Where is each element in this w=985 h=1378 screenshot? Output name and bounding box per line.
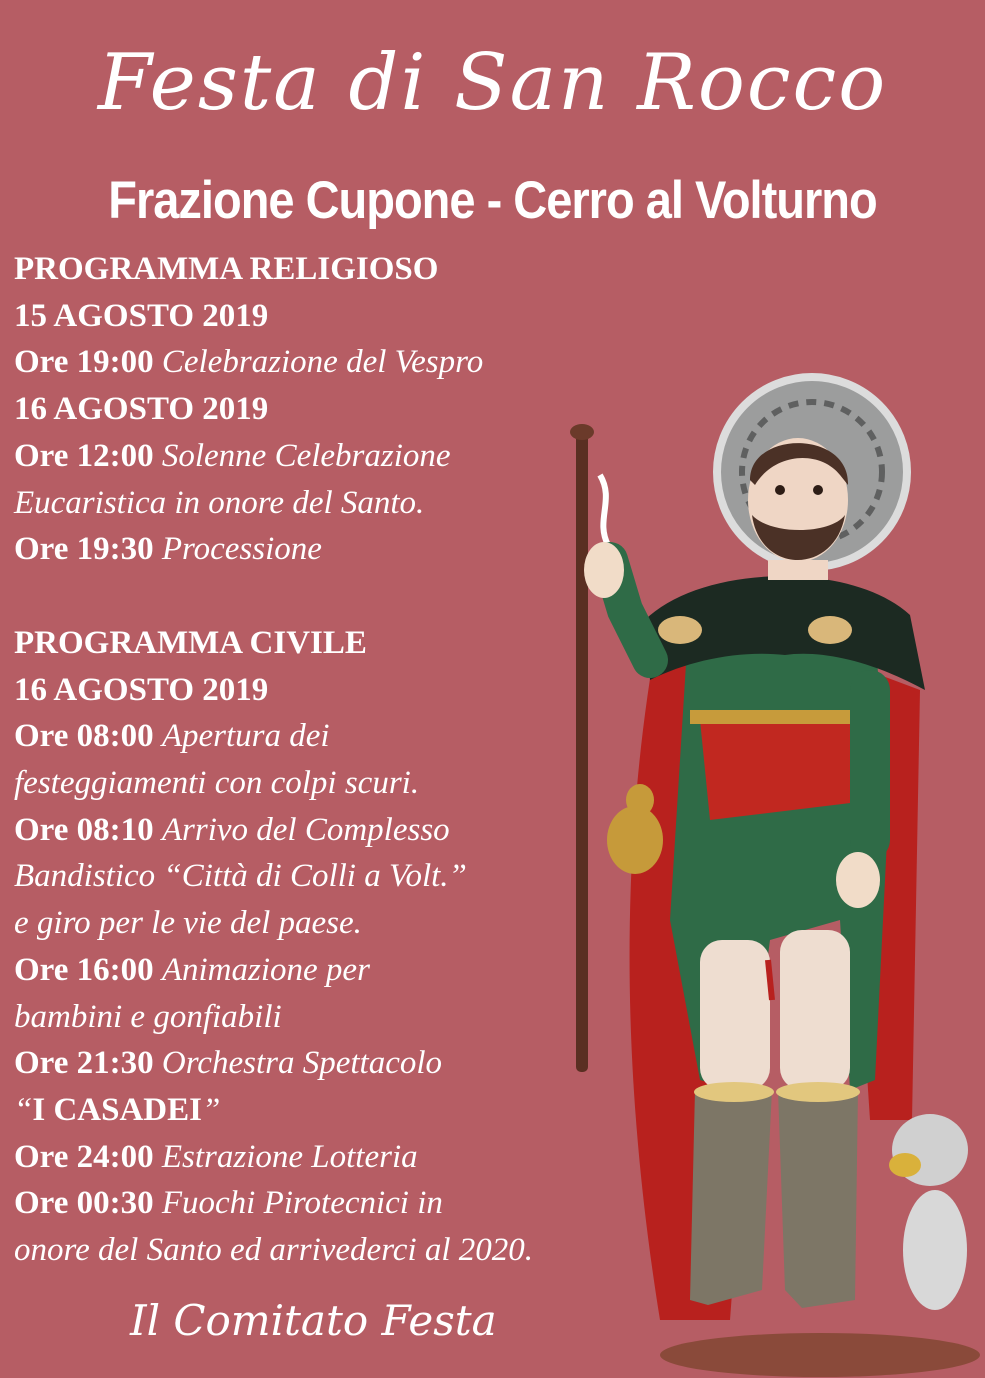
poster-subtitle: Frazione Cupone - Cerro al Volturno	[108, 169, 877, 230]
event-time: Ore 12:00	[14, 437, 154, 474]
event-text: Arrivo del Complesso	[161, 811, 450, 848]
right-leg	[780, 930, 850, 1090]
right-boot	[778, 1090, 858, 1308]
event-text-cont: onore del Santo ed arrivederci al 2020.	[14, 1232, 534, 1269]
lower-hand	[836, 852, 880, 908]
committee-signature: Il Comitato Festa	[130, 1296, 497, 1345]
event-text-cont: Bandistico “Città di Colli a Volt.”	[14, 858, 467, 895]
left-boot	[690, 1090, 772, 1305]
pilgrim-staff	[576, 432, 588, 1072]
event-time: Ore 08:00	[14, 718, 154, 755]
left-leg	[700, 940, 770, 1090]
orchestra-name: I CASADEI	[32, 1091, 202, 1128]
event-text-cont: e giro per le vie del paese.	[14, 905, 362, 942]
event-text: Processione	[161, 531, 322, 568]
event-text: Fuochi Pirotecnici in	[161, 1185, 443, 1222]
event-time: Ore 19:30	[14, 531, 154, 568]
event-text-cont: festeggiamenti con colpi scuri.	[14, 765, 420, 802]
event-text: Apertura dei	[161, 718, 330, 755]
raised-hand	[584, 542, 624, 598]
religious-heading: PROGRAMMA RELIGIOSO	[14, 251, 439, 287]
quote-close: ”	[201, 1091, 221, 1128]
event-text: Orchestra Spettacolo	[161, 1045, 443, 1082]
event-time: Ore 08:10	[14, 811, 154, 848]
religious-date-15: 15 AGOSTO 2019	[14, 297, 269, 334]
event-text: Animazione per	[161, 951, 370, 988]
event-time: Ore 21:30	[14, 1045, 154, 1082]
event-time: Ore 24:00	[14, 1138, 154, 1175]
civil-date: 16 AGOSTO 2019	[14, 671, 269, 708]
event-text: Celebrazione del Vespro	[161, 344, 484, 381]
event-time: Ore 00:30	[14, 1185, 154, 1222]
event-text-cont: bambini e gonfiabili	[14, 998, 282, 1035]
statue-base	[660, 1333, 980, 1377]
religious-date-16: 16 AGOSTO 2019	[14, 391, 269, 428]
saint-statue-image	[540, 360, 985, 1378]
civil-heading: PROGRAMMA CIVILE	[14, 624, 367, 661]
poster-title: Festa di San Rocco	[97, 38, 888, 128]
quote-open: “	[14, 1091, 33, 1128]
event-time: Ore 19:00	[14, 344, 154, 381]
event-text: Solenne Celebrazione	[161, 437, 451, 474]
event-text-cont: Eucaristica in onore del Santo.	[14, 484, 425, 521]
event-text: Estrazione Lotteria	[161, 1138, 418, 1175]
event-time: Ore 16:00	[14, 951, 154, 988]
dog	[903, 1190, 967, 1310]
gourd	[607, 806, 663, 874]
